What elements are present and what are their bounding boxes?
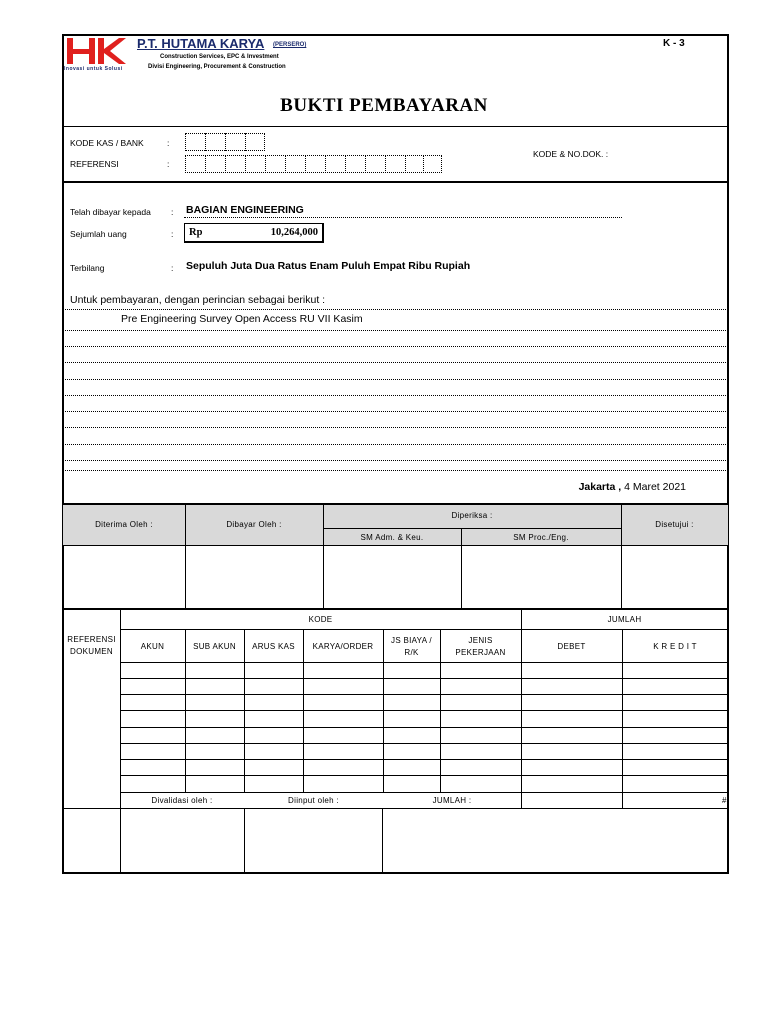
diinput-label: Diinput oleh : (288, 796, 339, 805)
colon: : (171, 263, 174, 273)
referensi-label: REFERENSI (70, 159, 119, 169)
diperiksa-label: Diperiksa : (451, 511, 493, 520)
company-name: P.T. HUTAMA KARYA (137, 36, 265, 51)
kredit-header: K R E D I T (653, 642, 697, 651)
kode-nodok-label: KODE & NO.DOK. : (533, 149, 609, 159)
sub-akun-header: SUB AKUN (193, 642, 236, 651)
form-code: K - 3 (663, 38, 685, 49)
place-date (579, 481, 686, 493)
arus-kas-header: ARUS KAS (252, 642, 295, 651)
divider (63, 126, 728, 127)
paid-to-label: Telah dibayar kepada (70, 207, 151, 217)
jumlah-total-label: JUMLAH : (432, 796, 472, 805)
ref-doc-line2: DOKUMEN (70, 647, 113, 656)
city: Jakarta , (578, 481, 622, 493)
colon: : (167, 138, 170, 148)
company-line2: Divisi Engineering, Procurement & Construction (148, 64, 286, 70)
colon: : (171, 229, 174, 239)
amount-value: 10,264,000 (270, 227, 318, 238)
karya-order-header: KARYA/ORDER (312, 642, 374, 651)
company-line1: Construction Services, EPC & Investment (160, 54, 279, 60)
jenis-pekerjaan-header (440, 635, 521, 659)
jenis-line2: PEKERJAAN (455, 648, 506, 657)
disetujui-label: Disetujui : (655, 520, 694, 529)
diterima-label: Diterima Oleh : (95, 520, 153, 529)
jenis-line1: JENIS (468, 636, 493, 645)
logo-tagline: Inovasi untuk Solusi (64, 66, 123, 72)
currency-label: Rp (189, 227, 203, 238)
debet-header: DEBET (557, 642, 586, 651)
date: 4 Maret 2021 (624, 481, 686, 493)
amount-box[interactable] (184, 223, 324, 243)
akun-header: AKUN (140, 642, 165, 651)
sm-proc-label: SM Proc./Eng. (513, 533, 569, 542)
divider (63, 181, 728, 183)
js-biaya-line1: JS BIAYA / (391, 636, 432, 645)
ref-doc-label (63, 634, 120, 658)
jumlah-header: JUMLAH (607, 615, 642, 624)
sm-adm-label: SM Adm. & Keu. (360, 533, 424, 542)
document-title: BUKTI PEMBAYARAN (280, 95, 488, 116)
amount-label: Sejumlah uang (70, 229, 127, 239)
in-words-label: Terbilang (70, 263, 105, 273)
divalidasi-label: Divalidasi oleh : (151, 796, 213, 805)
company-persero: (PERSERO) (273, 42, 307, 48)
kode-kas-label: KODE KAS / BANK (70, 138, 144, 148)
js-biaya-line2: R/K (404, 648, 419, 657)
paid-to-value: BAGIAN ENGINEERING (186, 204, 304, 216)
details-intro: Untuk pembayaran, dengan perincian sebagai berikut : (70, 294, 326, 306)
js-biaya-header (383, 635, 440, 659)
kredit-total-mark: # (722, 796, 727, 805)
ref-doc-line1: REFERENSI (67, 635, 116, 644)
kode-header: KODE (308, 615, 333, 624)
detail-line-1: Pre Engineering Survey Open Access RU VII Kasim (121, 313, 363, 325)
referensi-boxes[interactable] (185, 155, 442, 173)
dibayar-label: Dibayar Oleh : (226, 520, 282, 529)
colon: : (167, 159, 170, 169)
in-words-value: Sepuluh Juta Dua Ratus Enam Puluh Empat Ribu Rupiah (186, 260, 471, 272)
colon: : (171, 207, 174, 217)
